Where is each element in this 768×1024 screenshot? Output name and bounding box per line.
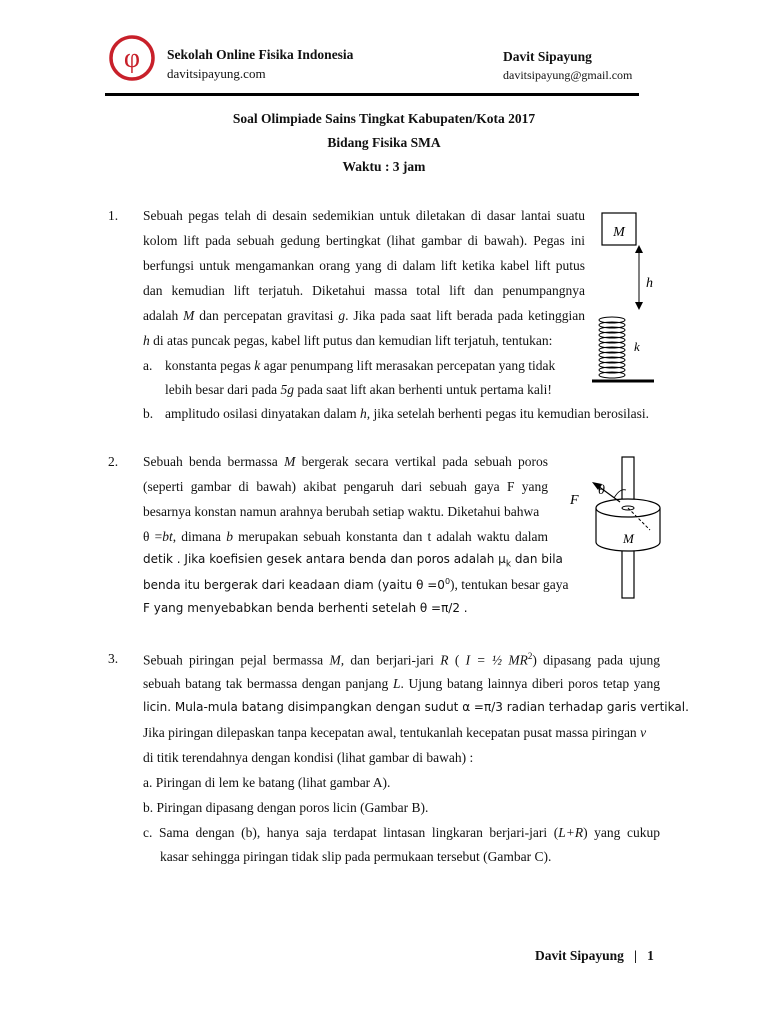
force-label: F: [570, 493, 579, 508]
q3-number: 3.: [108, 651, 119, 666]
author-name: Davit Sipayung: [503, 49, 592, 64]
q3-line: Sebuah piringan pejal bermassa M, dan berjari-jari R ( I = ½ $MR^2$) dipasang pada ujung: [143, 651, 660, 668]
q2-line: θ =bt, dimana b merupakan sebuah konstanta dan t adalah waktu dalam: [143, 529, 548, 544]
q1-line: dan kemudian lift terjatuh. Diketahui massa total lift dan penumpangnya: [143, 283, 585, 298]
pole-bottom: [622, 548, 634, 598]
q3-line: di titik terendahnya dengan kondisi (lihat gambar di bawah) :: [143, 750, 474, 765]
angle-label: θ: [598, 483, 605, 498]
q3-line: Jika piringan dilepaskan tanpa kecepatan awal, tentukanlah kecepatan pusat massa piringan v: [143, 725, 647, 740]
q2-line: detik . Jika koefisien gesek antara benda dan poros adalah $\mu_k$ dan bila: [143, 552, 563, 570]
q1-number: 1.: [108, 208, 119, 223]
q1-line: kolom lift pada sebuah gedung bertingkat (lihat gambar di bawah). Pegas ini: [143, 233, 585, 248]
q1a-text: lebih besar dari pada 5g pada saat lift akan berhenti untuk pertama kali!: [165, 382, 552, 397]
spring-label: k: [634, 339, 640, 354]
q1-line: h di atas puncak pegas, kabel lift putus dan kemudian lift terjatuh, tentukan:: [143, 333, 553, 348]
exam-subject: Bidang Fisika SMA: [327, 135, 441, 150]
author-email[interactable]: davitsipayung@gmail.com: [503, 68, 633, 82]
height-label: h: [646, 276, 653, 291]
q3c-text: kasar sehingga piringan tidak slip pada permukaan tersebut (Gambar C).: [160, 849, 552, 864]
q2-line: benda itu bergerak dari keadaan diam (yaitu $\theta =0^0$), tentukan besar gaya: [143, 577, 569, 592]
page-number: 1: [647, 948, 654, 963]
pole-top: [622, 457, 634, 505]
footer-separator: |: [634, 948, 638, 963]
exam-duration: Waktu : 3 jam: [342, 159, 426, 174]
q1b-label: b.: [143, 406, 154, 421]
logo: [108, 34, 156, 82]
q1-line: berfungsi untuk mengamankan orang yang di dalam lift ketika kabel lift putus: [143, 258, 585, 273]
q1-figure-lift-spring: [580, 205, 670, 390]
logo-glyph: φ: [123, 43, 141, 74]
school-name: Sekolah Online Fisika Indonesia: [167, 47, 354, 62]
q1-line: adalah M dan percepatan gravitasi g. Jika pada saat lift berada pada ketinggian: [143, 308, 585, 323]
q1-line: Sebuah pegas telah di desain sedemikian untuk diletakan di dasar lantai suatu: [143, 208, 585, 223]
q1b-text: amplitudo osilasi dinyatakan dalam h, jika setelah berhenti pegas itu kemudian berosilasi.: [165, 406, 650, 421]
q2-line: F yang menyebabkan benda berhenti setelah θ =π/2 .: [143, 601, 468, 615]
q1a-label: a.: [143, 358, 153, 373]
q2-figure-block-on-pole: [560, 450, 670, 610]
spring: [599, 317, 625, 378]
page-footer: [535, 948, 654, 964]
website-link[interactable]: davitsipayung.com: [167, 66, 266, 81]
q2-line: besarnya konstan namun arahnya berubah setiap waktu. Diketahui bahwa: [143, 504, 540, 519]
q2-number: 2.: [108, 454, 119, 469]
q1a-text: konstanta pegas k agar penumpang lift merasakan percepatan yang tidak: [165, 358, 556, 373]
footer-author: Davit Sipayung: [535, 948, 624, 963]
q2-line: (seperti gambar di bawah) akibat pengaruh dari sebuah gaya F yang: [143, 479, 548, 494]
header-rule: [105, 93, 639, 96]
q3-line: sebuah batang tak bermassa dengan panjang L. Ujung batang lainnya diberi poros tetap yang: [143, 676, 660, 691]
q2-line: Sebuah benda bermassa M bergerak secara vertikal pada sebuah poros: [143, 454, 548, 469]
q3-line: licin. Mula-mula batang disimpangkan dengan sudut α =π/3 radian terhadap garis vertikal.: [143, 700, 689, 714]
q3b-text: b. Piringan dipasang dengan poros licin (Gambar B).: [143, 800, 429, 815]
mass-label: M: [623, 531, 634, 546]
q3a-text: a. Piringan di lem ke batang (lihat gambar A).: [143, 775, 391, 790]
mass-label: M: [613, 225, 625, 240]
exam-title: Soal Olimpiade Sains Tingkat Kabupaten/Kota 2017: [232, 111, 536, 126]
q3c-text: c. Sama dengan (b), hanya saja terdapat lintasan lingkaran berjari-jari (L+R) yang cukup: [143, 825, 660, 840]
